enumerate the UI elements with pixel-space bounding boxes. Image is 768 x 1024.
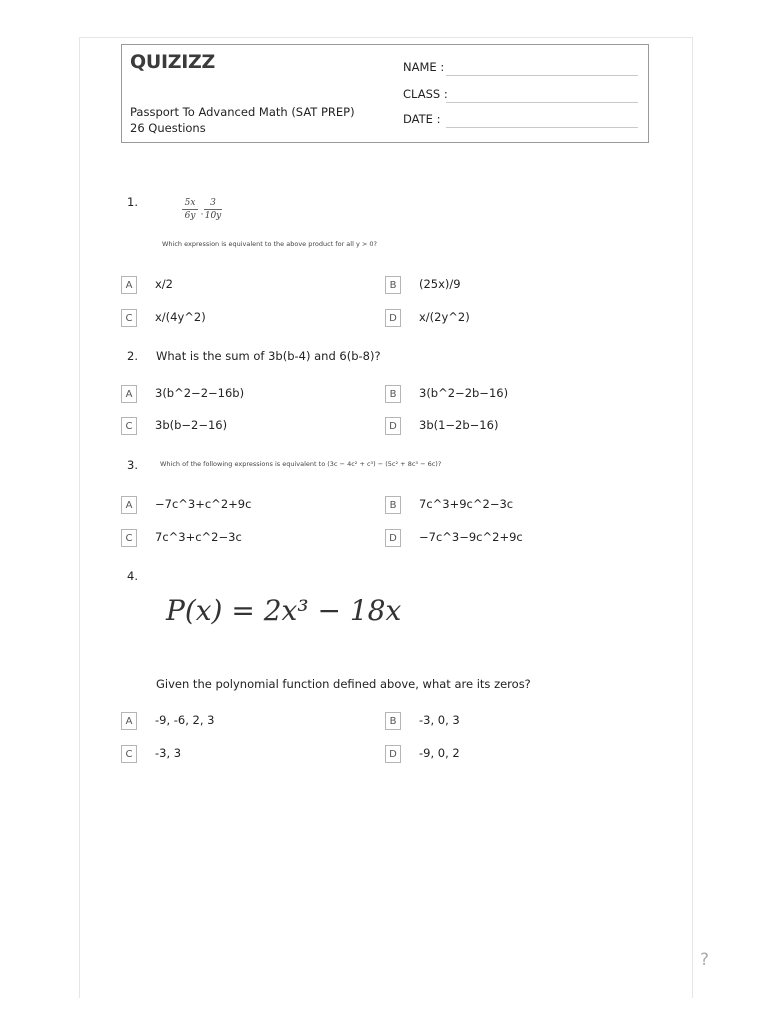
fraction-numerator: 3	[210, 198, 216, 208]
option-letter: D	[385, 309, 401, 327]
option-text: -3, 0, 3	[419, 713, 460, 727]
date-line	[446, 127, 638, 128]
option-text: x/(4y^2)	[155, 310, 206, 324]
fraction-denominator: 6y	[184, 211, 196, 221]
option-letter: D	[385, 417, 401, 435]
option-text: 3b(b−2−16)	[155, 418, 228, 432]
option-text: x/2	[155, 277, 173, 291]
option-letter: C	[121, 745, 137, 763]
question-1-prompt: Which expression is equivalent to the above product for all y > 0?	[162, 240, 377, 248]
option-text: -9, -6, 2, 3	[155, 713, 215, 727]
option-letter: A	[121, 385, 137, 403]
question-4-text: Given the polynomial function defined above, what are its zeros?	[156, 677, 531, 691]
option-letter: B	[385, 496, 401, 514]
option-letter: C	[121, 529, 137, 547]
fraction-numerator: 5x	[184, 198, 196, 208]
option-text: -9, 0, 2	[419, 746, 460, 760]
option-text: 3(b^2−2b−16)	[419, 386, 509, 400]
question-3-number: 3.	[127, 458, 138, 472]
class-label: CLASS :	[403, 87, 448, 101]
fraction-denominator: 10y	[204, 211, 222, 221]
class-line	[446, 102, 638, 103]
option-letter: C	[121, 309, 137, 327]
question-2-number: 2.	[127, 349, 138, 363]
option-letter: A	[121, 496, 137, 514]
question-2-text: What is the sum of 3b(b-4) and 6(b-8)?	[156, 349, 381, 363]
option-letter: A	[121, 712, 137, 730]
date-label: DATE :	[403, 112, 441, 126]
option-letter: B	[385, 712, 401, 730]
polynomial-equation: P(x) = 2x³ − 18x	[166, 594, 402, 627]
quizizz-logo: QUIZIZZ	[130, 51, 215, 73]
name-line	[446, 75, 638, 76]
option-text: x/(2y^2)	[419, 310, 470, 324]
option-text: −7c^3−9c^2+9c	[419, 530, 523, 544]
option-letter: B	[385, 276, 401, 294]
option-text: 3b(1−2b−16)	[419, 418, 499, 432]
worksheet-header	[121, 44, 649, 143]
option-text: (25x)/9	[419, 277, 461, 291]
option-letter: D	[385, 745, 401, 763]
option-letter: C	[121, 417, 137, 435]
multiplication-dot: ·	[200, 210, 204, 220]
option-text: -3, 3	[155, 746, 182, 760]
fraction-3-10y	[204, 198, 222, 221]
question-count: 26 Questions	[130, 121, 206, 135]
fraction-5x-6y	[182, 198, 198, 221]
option-text: 3(b^2−2−16b)	[155, 386, 245, 400]
question-1-number: 1.	[127, 195, 138, 209]
option-letter: A	[121, 276, 137, 294]
option-text: −7c^3+c^2+9c	[155, 497, 252, 511]
option-text: 7c^3+c^2−3c	[155, 530, 242, 544]
option-letter: D	[385, 529, 401, 547]
question-4-number: 4.	[127, 569, 138, 583]
name-label: NAME :	[403, 60, 445, 74]
option-text: 7c^3+9c^2−3c	[419, 497, 514, 511]
help-icon[interactable]: ?	[700, 950, 710, 970]
question-3-text: Which of the following expressions is equivalent to (3c − 4c² + c³) − (5c² + 8c³ − 6c)?	[160, 460, 442, 468]
option-letter: B	[385, 385, 401, 403]
worksheet-title: Passport To Advanced Math (SAT PREP)	[130, 105, 355, 119]
worksheet-page	[79, 37, 693, 998]
